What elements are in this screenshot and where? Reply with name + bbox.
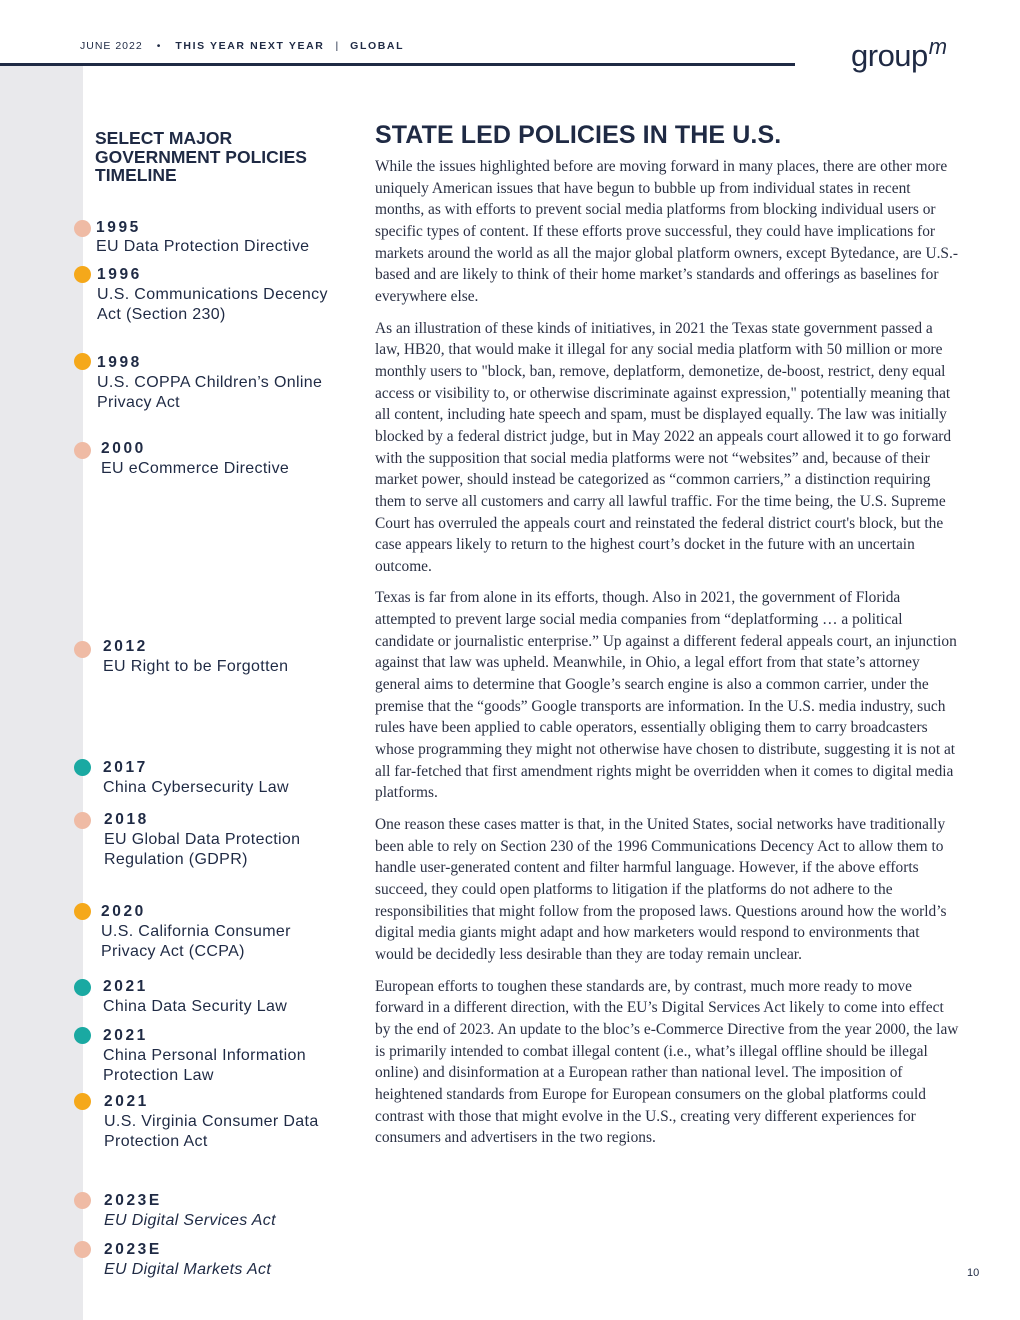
timeline-dot [74,353,91,370]
header-rule [0,63,795,66]
page-number: 10 [967,1267,980,1279]
sidebar-background [0,66,83,1320]
logo-text: group [851,38,928,73]
timeline-label: EU Digital Markets Act [104,1261,272,1278]
timeline-label: U.S. Virginia Consumer Data Protection Act [104,1113,319,1150]
timeline-label: EU Right to be Forgotten [103,658,289,675]
timeline-dot [74,759,91,776]
timeline-dot [74,903,91,920]
timeline-label: EU Digital Services Act [104,1212,276,1229]
timeline-dot [74,220,91,237]
timeline-dot [74,1027,91,1044]
timeline-dot [74,1241,91,1258]
header-region: GLOBAL [350,40,405,52]
timeline-year: 2020 [101,903,146,920]
timeline-dot [74,266,91,283]
timeline-label: China Cybersecurity Law [103,779,289,796]
timeline-dot [74,1093,91,1110]
timeline-title: SELECT MAJOR GOVERNMENT POLICIES TIMELINE [95,128,307,185]
timeline-label: U.S. California Consumer Privacy Act (CCPA) [101,923,291,960]
article-paragraph: While the issues highlighted before are moving forward in many places, there are other more uniquely American issues that have begun to bubble up from individual states in recent months, as with efforts to prevent social media platforms from blocking individual users or specific types of content. If these efforts prove successful, they could have implications for markets around the world as all the major global platform owners, except Bytedance, are U.S.-based and are likely to think of their home market’s standards and offerings as baselines for everywhere else. [375,158,958,305]
timeline-label: EU Global Data Protection Regulation (GDPR) [104,831,301,868]
timeline-year: 1998 [97,354,142,371]
article-paragraph: European efforts to toughen these standards are, by contrast, much more ready to move forward in a different direction, with the EU’s Digital Services Act likely to come into effect by the end of 2023. An update to the bloc’s e-Commerce Directive from the year 2000, the law is primarily intended to combat illegal content (i.e., what’s illegal offline should be illegal online) and disinformation at a European rather than national level. The imposition of heightened standards from Europe for European consumers on the global platforms could contrast with those that might evolve in the U.S., creating very different experiences for consumers and advertisers in the two regions. [375,977,959,1147]
timeline-year: 2018 [104,811,149,828]
timeline-dot [74,641,91,658]
article-body [375,156,961,1159]
timeline-dot [74,812,91,829]
article-paragraph: As an illustration of these kinds of initiatives, in 2021 the Texas state government passed a law, HB20, that would make it illegal for any social media platform with 50 million or more monthly users to "block, ban, remove, deplatform, demonetize, de-boost, restrict, deny equal access or visibility to, or otherwise discriminate against expression," potentially meaning that all content, including hate speech and spam, must be displayed equally. The law was initially blocked by a federal district judge, but in May 2022 an appeals court allowed it to go forward with the supposition that social media platforms were not “websites” and, because of their market power, should instead be categorized as “common carriers,” a distinction requiring them to serve all customers and carry all lawful traffic. For the time being, the U.S. Supreme Court has overruled the appeals court and reinstated the federal district court's block, but the case appears likely to return to the highest court’s docket in the future with an uncertain outcome. [375,319,952,575]
timeline-year: 2021 [103,978,148,995]
header-pipe: | [335,40,340,52]
timeline-label: EU Data Protection Directive [96,238,310,255]
timeline-dot [74,442,91,459]
timeline-dot [74,1192,91,1209]
timeline-year: 2021 [103,1027,148,1044]
timeline-label: China Data Security Law [103,998,288,1015]
timeline-year: 2000 [101,440,146,457]
timeline-year: 2021 [104,1093,149,1110]
timeline-year: 2017 [103,759,148,776]
timeline-label: EU eCommerce Directive [101,460,290,477]
timeline-year: 1996 [97,266,142,283]
timeline-year: 2023E [104,1241,162,1258]
timeline-year: 2012 [103,638,148,655]
header-separator: • [156,40,162,52]
article-title: STATE LED POLICIES IN THE U.S. [375,121,782,149]
timeline-year: 2023E [104,1192,162,1209]
header-report-name: THIS YEAR NEXT YEAR [175,40,325,52]
logo-superscript: m [928,34,947,59]
page-header [80,40,404,52]
header-date: JUNE 2022 [80,40,143,52]
timeline-label: U.S. Communications Decency Act (Section 230) [97,286,328,323]
groupm-logo [851,34,947,74]
article-paragraph: One reason these cases matter is that, in the United States, social networks have traditionally been able to rely on Section 230 of the 1996 Communications Decency Act to allow them to handle user-generated content and filter harmful language. However, if the above efforts succeed, they could open platforms to litigation if the platforms do not adhere to the responsibilities that might follow from the proposed laws. Questions around how the world’s digital media giants might adapt and how marketers would respond to environments that would be decidedly less desirable than they are today remain unclear. [375,816,947,963]
timeline-label: China Personal Information Protection Law [103,1047,306,1084]
article-paragraph: Texas is far from alone in its efforts, though. Also in 2021, the government of Florida attempted to prevent large social media companies from “deplatforming … a political candidate or journalistic enterprise.” Up against a different federal appeals court, an injunction against that law was upheld. Meanwhile, in Ohio, a legal effort from that state’s attorney general aims to determine that Google’s search engine is also a common carrier, under the premise that the “goods” Google transports are information. In the U.S. media industry, such rules have been applied to cable operators, essentially obliging them to carry broadcasters whose programming they might not otherwise have chosen to distribute, suggesting it is not at all far-fetched that first amendment rights might be overridden when it comes to digital media platforms. [375,589,957,802]
timeline-label: U.S. COPPA Children’s Online Privacy Act [97,374,323,411]
timeline-year: 1995 [96,219,141,236]
timeline-dot [74,979,91,996]
